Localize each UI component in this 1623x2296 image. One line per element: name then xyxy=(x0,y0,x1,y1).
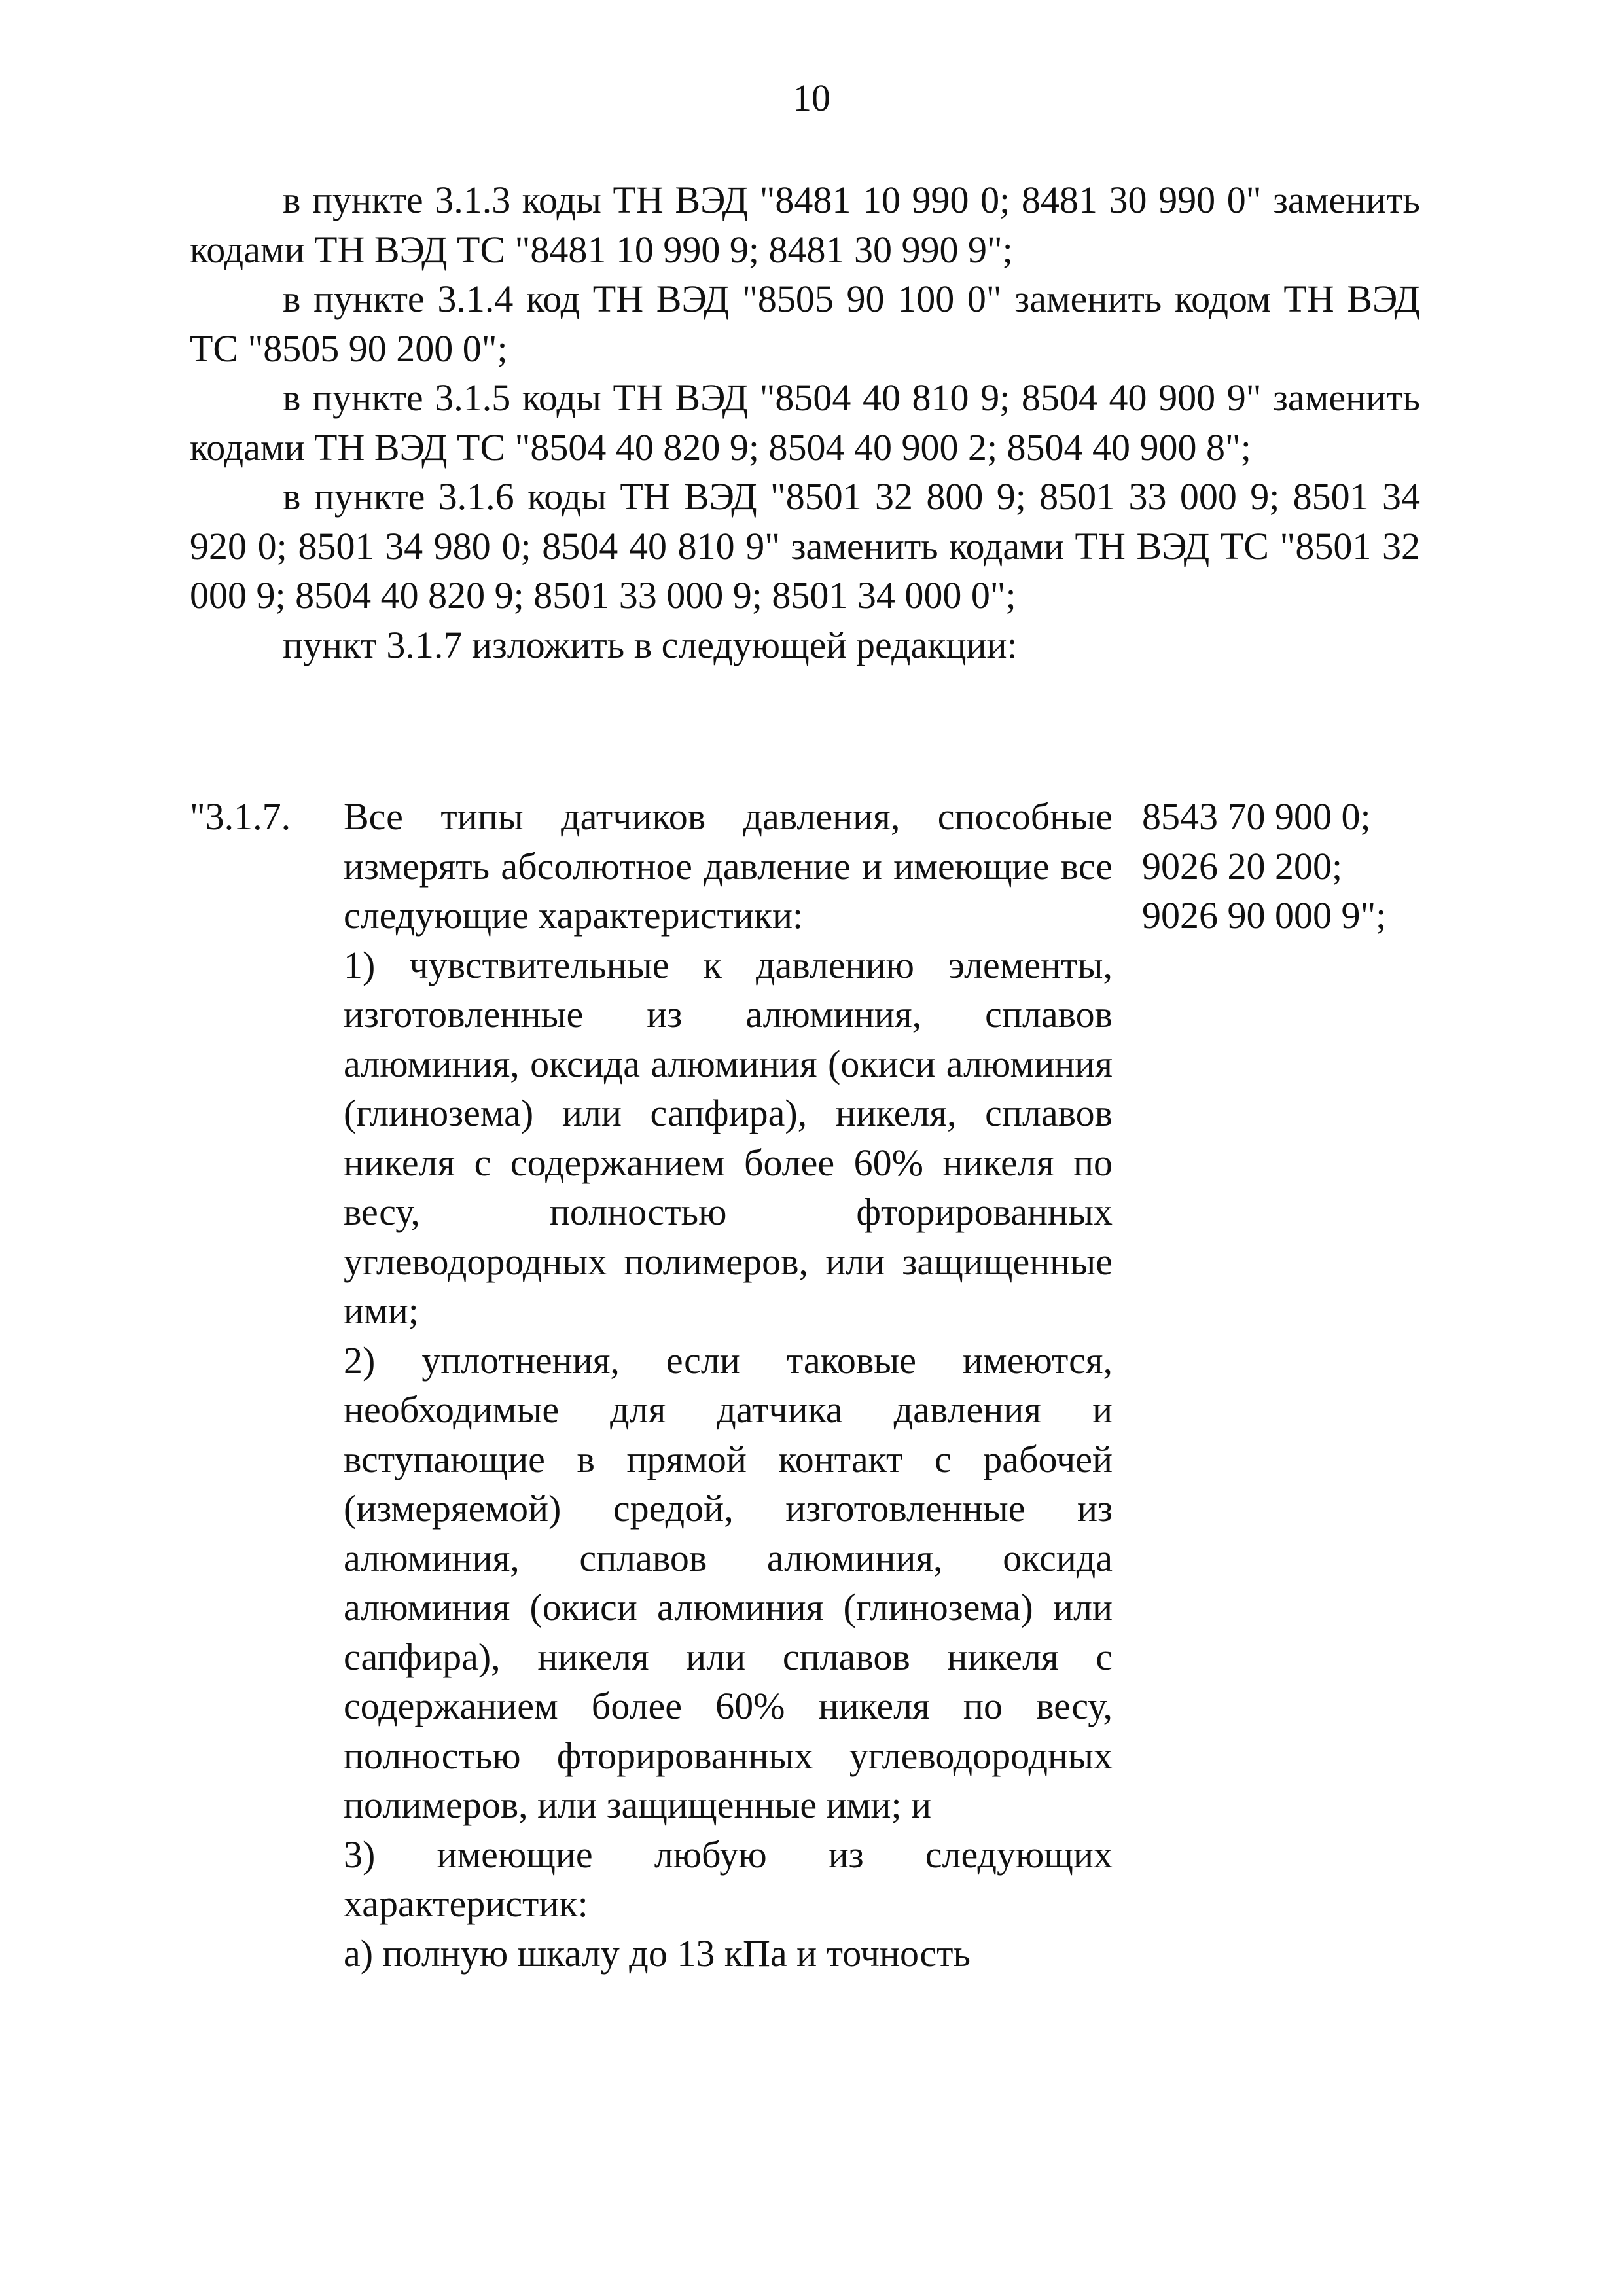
amendment-paragraph-3-1-4: в пункте 3.1.4 код ТН ВЭД "8505 90 100 0" заменить кодом ТН ВЭД ТС "8505 90 200 0"; xyxy=(190,278,1420,370)
entry-codes xyxy=(1142,792,1420,941)
entry-description-item-2: 2) уплотнения, если таковые имеются, необходимые для датчика давления и вступающие в прямой контакт с рабочей (измеряемой) средой, изготовленные из алюминия, сплавов алюминия, оксида алюминия (окиси алюминия (глинозема) или сапфира), никеля или сплавов никеля с содержанием более 60% никеля по весу, полностью фторированных углеводородных полимеров, или защищенные ими; и xyxy=(344,1338,1113,1826)
amendment-paragraph-3-1-7-intro: пункт 3.1.7 изложить в следующей редакции: xyxy=(283,623,1018,666)
amendment-paragraph-3-1-5: в пункте 3.1.5 коды ТН ВЭД "8504 40 810 9; 8504 40 900 9" заменить кодами ТН ВЭД ТС "8504 40 820 9; 8504 40 900 2; 8504 40 900 8"; xyxy=(190,376,1420,469)
entry-number: "3.1.7. xyxy=(190,795,291,838)
entry-code: 9026 20 200; xyxy=(1142,844,1343,888)
entry-description-item-3: 3) имеющие любую из следующих характеристик: xyxy=(344,1833,1113,1925)
entry-code: 9026 90 000 9"; xyxy=(1142,894,1387,937)
entry-description xyxy=(344,792,1113,1978)
page-number: 10 xyxy=(793,77,830,119)
entry-code: 8543 70 900 0; xyxy=(1142,795,1371,838)
amendment-text xyxy=(190,175,1420,670)
entry-description-item-1: 1) чувствительные к давлению элементы, изготовленные из алюминия, сплавов алюминия, оксида алюминия (окиси алюминия (глинозема) или сапфира), никеля, сплавов никеля с содержанием более 60% никеля по весу, полностью фторированных углеводородных полимеров, или защищенные ими; xyxy=(344,943,1113,1332)
amendment-paragraph-3-1-6: в пункте 3.1.6 коды ТН ВЭД "8501 32 800 9; 8501 33 000 9; 8501 34 920 0; 8501 34 980 0; 8504 40 810 9" заменить кодами ТН ВЭД ТС "8501 32 000 9; 8504 40 820 9; 8501 33 000 9; 8501 34 000 0"; xyxy=(190,475,1420,617)
amendment-paragraph-3-1-3: в пункте 3.1.3 коды ТН ВЭД "8481 10 990 0; 8481 30 990 0" заменить кодами ТН ВЭД ТС "8481 10 990 9; 8481 30 990 9"; xyxy=(190,179,1420,271)
entry-description-item-3a: а) полную шкалу до 13 кПа и точность xyxy=(344,1931,971,1975)
entry-description-intro: Все типы датчиков давления, способные измерять абсолютное давление и имеющие все следующие характеристики: xyxy=(344,795,1113,937)
